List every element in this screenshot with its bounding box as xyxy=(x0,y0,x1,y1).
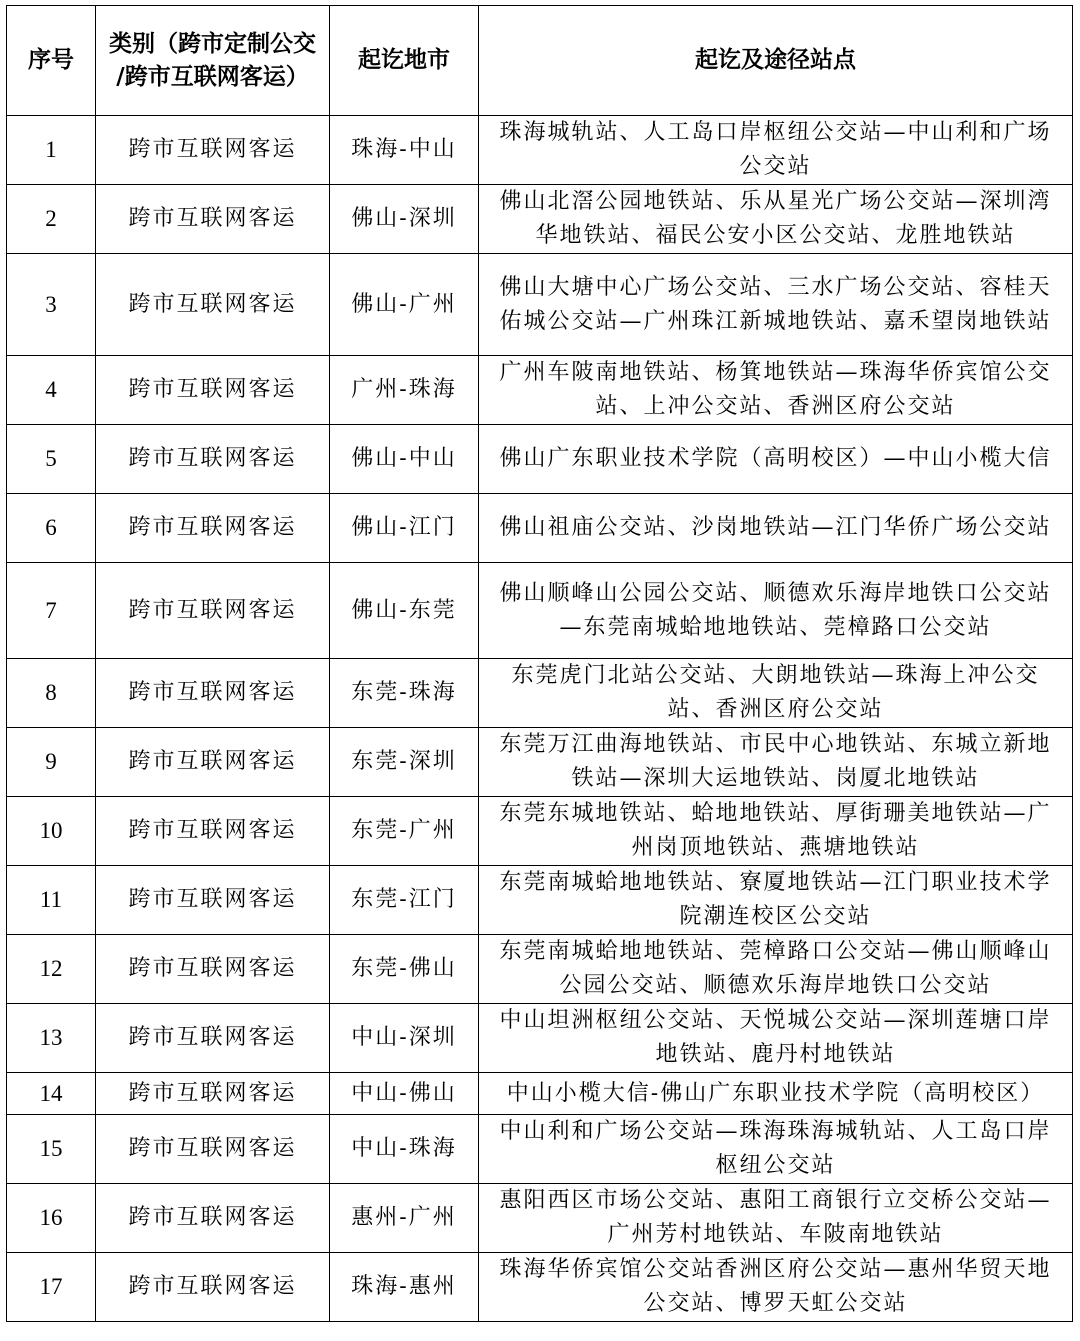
row-stops: 中山坦洲枢纽公交站、天悦城公交站—深圳莲塘口岸地铁站、鹿丹村地铁站 xyxy=(479,1004,1073,1073)
row-category: 跨市互联网客运 xyxy=(96,935,330,1004)
row-index: 10 xyxy=(7,797,96,866)
table-row xyxy=(7,356,1073,425)
table-row xyxy=(7,797,1073,866)
row-index: 17 xyxy=(7,1253,96,1322)
table-row xyxy=(7,935,1073,1004)
row-stops: 东莞东城地铁站、蛤地地铁站、厚街珊美地铁站—广州岗顶地铁站、燕塘地铁站 xyxy=(479,797,1073,866)
row-cities: 东莞-佛山 xyxy=(330,935,479,1004)
row-stops: 珠海华侨宾馆公交站香洲区府公交站—惠州华贸天地公交站、博罗天虹公交站 xyxy=(479,1253,1073,1322)
table-row xyxy=(7,425,1073,494)
row-stops: 佛山顺峰山公园公交站、顺德欢乐海岸地铁口公交站—东莞南城蛤地地铁站、莞樟路口公交站 xyxy=(479,563,1073,659)
row-stops: 珠海城轨站、人工岛口岸枢纽公交站—中山利和广场公交站 xyxy=(479,116,1073,185)
row-index: 11 xyxy=(7,866,96,935)
row-category: 跨市互联网客运 xyxy=(96,185,330,254)
table-row xyxy=(7,866,1073,935)
row-index: 15 xyxy=(7,1115,96,1184)
row-stops: 东莞南城蛤地地铁站、莞樟路口公交站—佛山顺峰山公园公交站、顺德欢乐海岸地铁口公交站 xyxy=(479,935,1073,1004)
row-category: 跨市互联网客运 xyxy=(96,866,330,935)
row-cities: 东莞-江门 xyxy=(330,866,479,935)
row-index: 12 xyxy=(7,935,96,1004)
row-stops: 佛山北滘公园地铁站、乐从星光广场公交站—深圳湾华地铁站、福民公安小区公交站、龙胜地铁站 xyxy=(479,185,1073,254)
table-row xyxy=(7,1184,1073,1253)
header-stops: 起讫及途径站点 xyxy=(479,6,1073,116)
row-category: 跨市互联网客运 xyxy=(96,356,330,425)
row-stops: 佛山广东职业技术学院（高明校区）—中山小榄大信 xyxy=(479,425,1073,494)
row-stops: 中山利和广场公交站—珠海珠海城轨站、人工岛口岸枢纽公交站 xyxy=(479,1115,1073,1184)
row-index: 8 xyxy=(7,659,96,728)
row-index: 13 xyxy=(7,1004,96,1073)
row-cities: 广州-珠海 xyxy=(330,356,479,425)
row-category: 跨市互联网客运 xyxy=(96,1253,330,1322)
row-category: 跨市互联网客运 xyxy=(96,1073,330,1115)
row-index: 2 xyxy=(7,185,96,254)
header-cities: 起讫地市 xyxy=(330,6,479,116)
row-index: 7 xyxy=(7,563,96,659)
row-cities: 佛山-中山 xyxy=(330,425,479,494)
row-index: 16 xyxy=(7,1184,96,1253)
row-category: 跨市互联网客运 xyxy=(96,1184,330,1253)
table-row xyxy=(7,1253,1073,1322)
table-row xyxy=(7,1115,1073,1184)
row-index: 14 xyxy=(7,1073,96,1115)
row-cities: 中山-珠海 xyxy=(330,1115,479,1184)
row-category: 跨市互联网客运 xyxy=(96,659,330,728)
table-row xyxy=(7,185,1073,254)
row-stops: 中山小榄大信-佛山广东职业技术学院（高明校区） xyxy=(479,1073,1073,1115)
routes-table xyxy=(6,5,1073,1322)
table-row xyxy=(7,563,1073,659)
table-row xyxy=(7,659,1073,728)
table-row xyxy=(7,494,1073,563)
row-category: 跨市互联网客运 xyxy=(96,425,330,494)
row-stops: 广州车陂南地铁站、杨箕地铁站—珠海华侨宾馆公交站、上冲公交站、香洲区府公交站 xyxy=(479,356,1073,425)
row-index: 3 xyxy=(7,254,96,356)
row-category: 跨市互联网客运 xyxy=(96,494,330,563)
row-index: 6 xyxy=(7,494,96,563)
row-cities: 佛山-江门 xyxy=(330,494,479,563)
row-cities: 珠海-中山 xyxy=(330,116,479,185)
row-category: 跨市互联网客运 xyxy=(96,254,330,356)
row-cities: 东莞-广州 xyxy=(330,797,479,866)
table-row xyxy=(7,1004,1073,1073)
table-row xyxy=(7,728,1073,797)
table-row xyxy=(7,254,1073,356)
row-cities: 中山-深圳 xyxy=(330,1004,479,1073)
row-category: 跨市互联网客运 xyxy=(96,563,330,659)
row-cities: 中山-佛山 xyxy=(330,1073,479,1115)
row-category: 跨市互联网客运 xyxy=(96,728,330,797)
row-category: 跨市互联网客运 xyxy=(96,1115,330,1184)
row-cities: 东莞-深圳 xyxy=(330,728,479,797)
row-stops: 东莞南城蛤地地铁站、寮厦地铁站—江门职业技术学院潮连校区公交站 xyxy=(479,866,1073,935)
header-row xyxy=(7,6,1073,116)
header-category: 类别（跨市定制公交 /跨市互联网客运） xyxy=(96,6,330,116)
row-cities: 佛山-深圳 xyxy=(330,185,479,254)
row-index: 9 xyxy=(7,728,96,797)
row-stops: 东莞虎门北站公交站、大朗地铁站—珠海上冲公交站、香洲区府公交站 xyxy=(479,659,1073,728)
table-row xyxy=(7,1073,1073,1115)
header-index: 序号 xyxy=(7,6,96,116)
row-cities: 东莞-珠海 xyxy=(330,659,479,728)
row-index: 1 xyxy=(7,116,96,185)
row-index: 4 xyxy=(7,356,96,425)
row-stops: 东莞万江曲海地铁站、市民中心地铁站、东城立新地铁站—深圳大运地铁站、岗厦北地铁站 xyxy=(479,728,1073,797)
row-cities: 珠海-惠州 xyxy=(330,1253,479,1322)
row-category: 跨市互联网客运 xyxy=(96,797,330,866)
row-stops: 佛山祖庙公交站、沙岗地铁站—江门华侨广场公交站 xyxy=(479,494,1073,563)
row-stops: 惠阳西区市场公交站、惠阳工商银行立交桥公交站—广州芳村地铁站、车陂南地铁站 xyxy=(479,1184,1073,1253)
row-cities: 惠州-广州 xyxy=(330,1184,479,1253)
table-row xyxy=(7,116,1073,185)
row-category: 跨市互联网客运 xyxy=(96,1004,330,1073)
table-body xyxy=(7,116,1073,1322)
row-index: 5 xyxy=(7,425,96,494)
row-cities: 佛山-东莞 xyxy=(330,563,479,659)
row-cities: 佛山-广州 xyxy=(330,254,479,356)
row-category: 跨市互联网客运 xyxy=(96,116,330,185)
row-stops: 佛山大塘中心广场公交站、三水广场公交站、容桂天佑城公交站—广州珠江新城地铁站、嘉禾望岗地铁站 xyxy=(479,254,1073,356)
